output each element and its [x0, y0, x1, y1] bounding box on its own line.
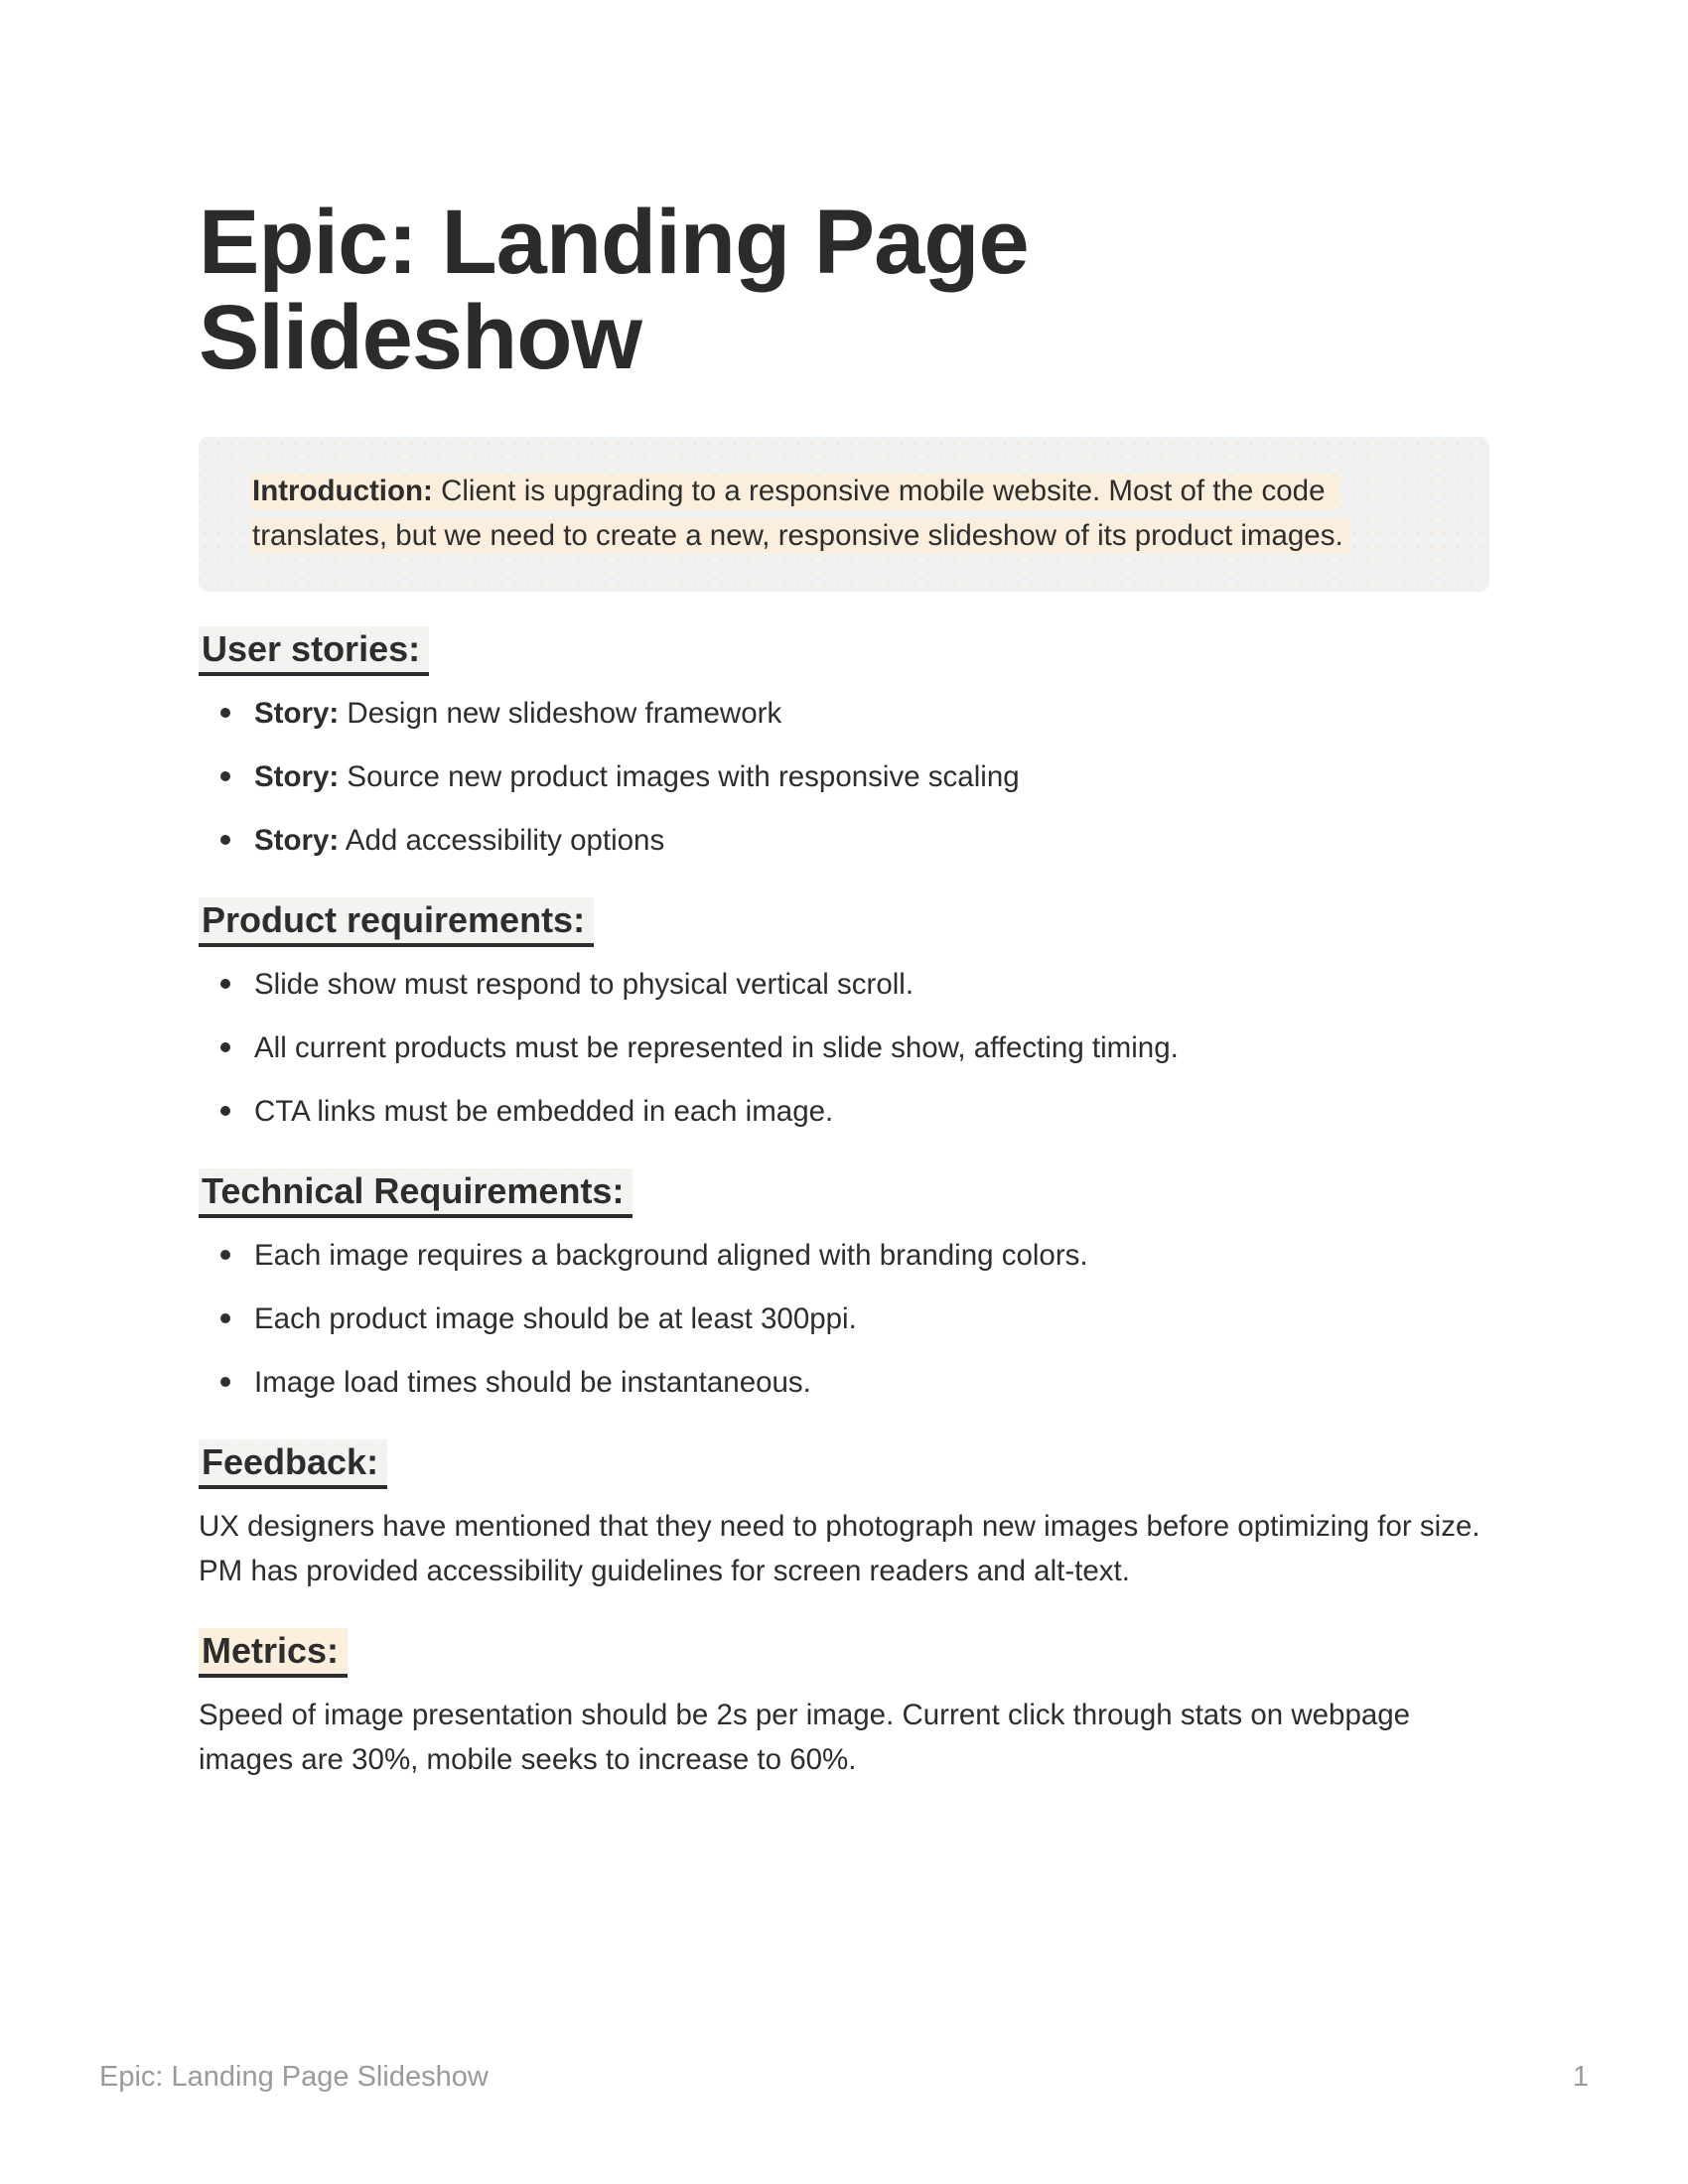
heading-technical-requirements: [199, 1171, 1489, 1211]
bullet-text: All current products must be represented in slide show, affecting timing.: [254, 1031, 1179, 1064]
section-technical-requirements: [199, 1171, 1489, 1405]
page-footer: [99, 2057, 1589, 2097]
metrics-paragraph: Speed of image presentation should be 2s per image. Current click through stats on webpage images are 30%, mobile seeks to increase to 60%.: [199, 1699, 1419, 1776]
heading-product-requirements: [199, 900, 1489, 940]
heading-feedback-label: Feedback:: [199, 1439, 387, 1489]
intro-label: Introduction:: [252, 475, 433, 507]
list-item: [199, 1233, 1489, 1278]
heading-metrics-label: Metrics:: [199, 1628, 348, 1678]
heading-feedback: [199, 1442, 1489, 1482]
heading-user-stories: [199, 629, 1489, 669]
section-metrics: [199, 1631, 1489, 1782]
section-product-requirements: [199, 900, 1489, 1134]
bullet-text: Slide show must respond to physical vertical scroll.: [254, 968, 914, 1001]
bullet-text: CTA links must be embedded in each image.: [254, 1095, 834, 1128]
heading-user-stories-label: User stories:: [199, 626, 429, 676]
user-stories-list: [199, 691, 1489, 863]
list-item: [199, 962, 1489, 1007]
bullet-text: Each image requires a background aligned with branding colors.: [254, 1239, 1088, 1272]
list-item: [199, 1297, 1489, 1341]
bullet-label: Story:: [254, 824, 340, 857]
page-number: 1: [1572, 2061, 1589, 2093]
bullet-text: Image load times should be instantaneous.: [254, 1366, 811, 1399]
bullet-label: Story:: [254, 697, 340, 730]
heading-technical-requirements-label: Technical Requirements:: [199, 1168, 633, 1218]
page-content: [199, 192, 1496, 1782]
bullet-label: Story:: [254, 760, 340, 793]
feedback-paragraph: UX designers have mentioned that they need to photograph new images before optimizing for size. PM has provided accessibility guidelines for screen readers and alt-text.: [199, 1510, 1496, 1587]
product-requirements-list: [199, 962, 1489, 1134]
section-feedback: [199, 1441, 1496, 1593]
list-item: [199, 818, 1489, 863]
footer-document-title: Epic: Landing Page Slideshow: [99, 2061, 489, 2093]
section-user-stories: [199, 629, 1489, 863]
intro-highlight: [250, 474, 1349, 554]
intro-paragraph: [250, 469, 1442, 558]
bullet-text: Source new product images with responsive scaling: [339, 760, 1020, 793]
bullet-text: Each product image should be at least 300ppi.: [254, 1302, 857, 1335]
intro-text: Client is upgrading to a responsive mobile website. Most of the code translates, but we need to create a new, responsive slideshow of its product images.: [252, 475, 1343, 552]
bullet-text: Add accessibility options: [339, 824, 665, 857]
heading-metrics: [199, 1631, 1489, 1671]
intro-callout-box: [199, 437, 1489, 592]
bullet-text: Design new slideshow framework: [339, 697, 782, 730]
document-title: Epic: Landing Page Slideshow: [199, 192, 1029, 388]
list-item: [199, 754, 1489, 799]
list-item: [199, 1360, 1489, 1405]
list-item: [199, 1089, 1489, 1134]
heading-product-requirements-label: Product requirements:: [199, 897, 594, 947]
list-item: [199, 691, 1489, 736]
list-item: [199, 1025, 1489, 1070]
technical-requirements-list: [199, 1233, 1489, 1405]
